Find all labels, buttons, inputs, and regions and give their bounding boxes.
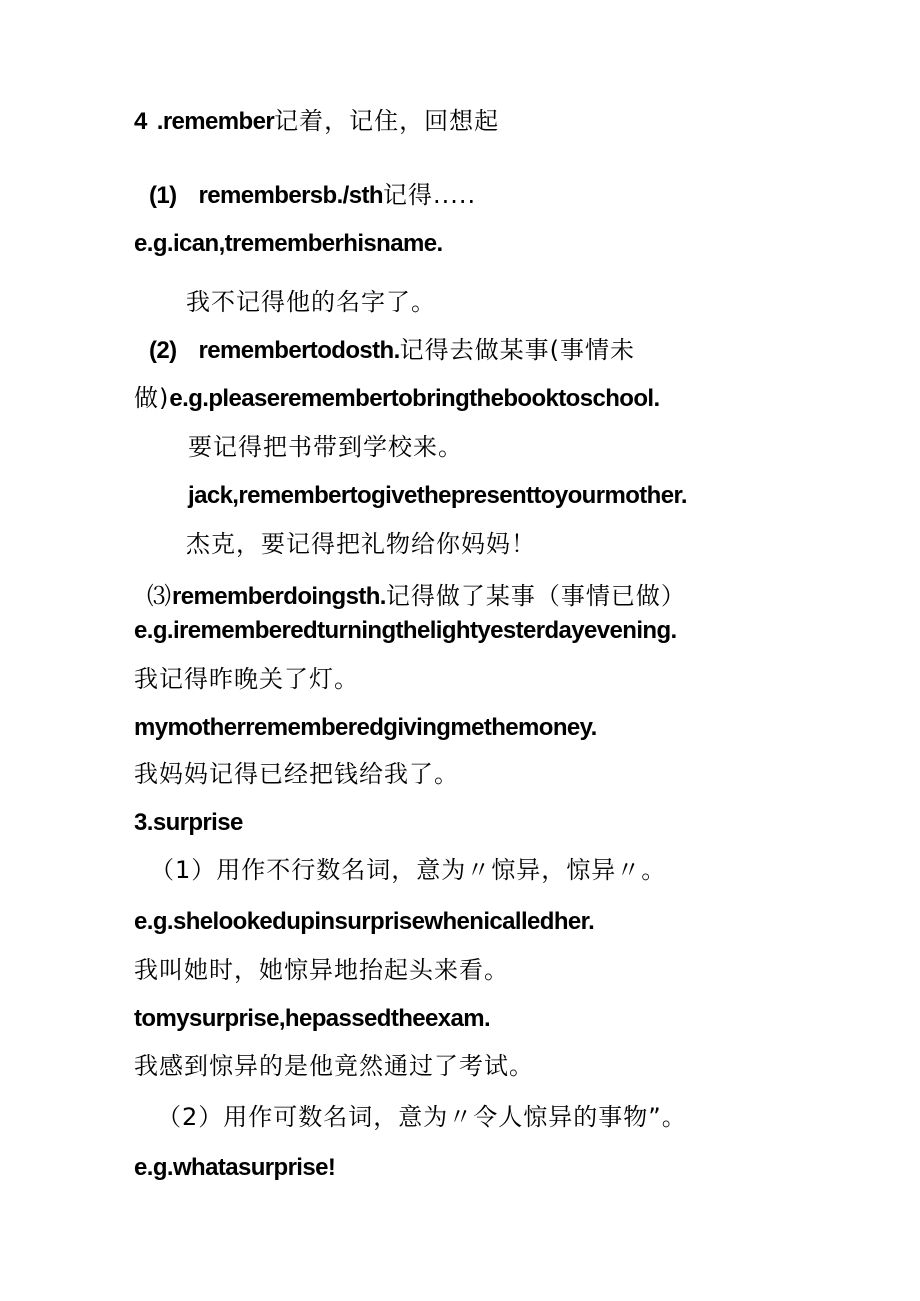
usage-1-translation: 我不记得他的名字了。 xyxy=(186,288,436,316)
usage-3-example-2: mymotherrememberedgivingmethemoney. xyxy=(134,714,597,741)
usage-2-title xyxy=(149,335,635,366)
usage-phrase: rememberdoingsth. xyxy=(172,583,386,610)
usage-2-example-1: e.g.pleaseremembertobringthebooktoschool. xyxy=(169,385,660,412)
usage-meaning: 记得去做某事(事情未 xyxy=(399,336,636,364)
surprise-usage-1-translation-2: 我感到惊异的是他竟然通过了考试。 xyxy=(134,1052,534,1080)
surprise-usage-1-translation-1: 我叫她时，她惊异地抬起头来看。 xyxy=(134,956,509,984)
usage-number: (1) xyxy=(149,182,177,209)
usage-phrase: remembersb./sth xyxy=(198,182,383,209)
surprise-usage-1-example-1: e.g.shelookedupinsurprisewhenicalledher. xyxy=(134,908,595,935)
surprise-usage-2-example: e.g.whatasurprise! xyxy=(134,1154,336,1181)
heading-surprise: 3.surprise xyxy=(134,809,243,836)
usage-2-translation-2: 杰克，要记得把礼物给你妈妈！ xyxy=(186,530,536,558)
usage-3-translation-2: 我妈妈记得已经把钱给我了。 xyxy=(134,760,459,788)
heading-number: 4 xyxy=(134,108,147,135)
usage-number: ⑶ xyxy=(147,582,172,610)
usage-2-example-1-line xyxy=(134,383,660,414)
surprise-usage-1-example-2: tomysurprise,hepassedtheexam. xyxy=(134,1005,491,1032)
usage-phrase: remembertodosth. xyxy=(198,337,400,364)
usage-2-translation-1: 要记得把书带到学校来。 xyxy=(188,433,463,461)
usage-3-example-1: e.g.irememberedturningthelightyesterdayevening. xyxy=(134,617,677,644)
surprise-usage-2-title: （2）用作可数名词，意为〃令人惊异的事物”。 xyxy=(157,1103,687,1131)
usage-1-title xyxy=(149,180,476,211)
usage-meaning-continued: 做) xyxy=(134,384,170,412)
usage-number: (2) xyxy=(149,337,177,364)
heading-remember xyxy=(134,106,499,137)
usage-3-title xyxy=(147,581,686,612)
heading-word: .remember xyxy=(156,108,275,135)
usage-2-example-2: jack,remembertogivethepresenttoyourmother. xyxy=(188,482,687,509)
usage-1-example: e.g.ican,tremember​hisname. xyxy=(134,230,443,257)
heading-meaning: 记着，记住，回想起 xyxy=(274,107,500,135)
usage-3-translation-1: 我记得昨晚关了灯。 xyxy=(134,665,359,693)
surprise-usage-1-title: （1）用作不行数名词，意为〃惊异，惊异〃。 xyxy=(150,856,667,884)
usage-meaning: 记得..... xyxy=(382,181,477,209)
usage-meaning: 记得做了某事（事情已做） xyxy=(385,582,686,610)
